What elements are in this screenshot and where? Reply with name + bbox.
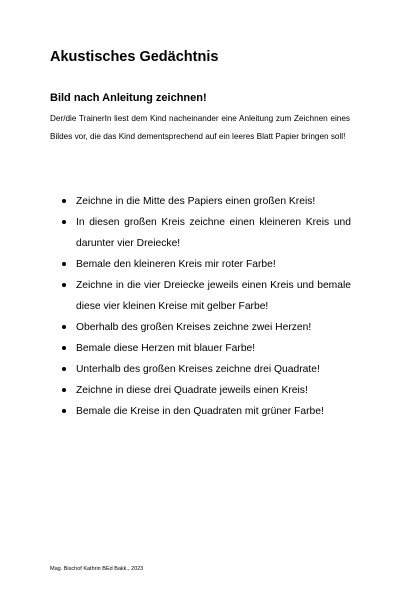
list-item xyxy=(60,212,351,254)
list-item xyxy=(60,275,351,317)
list-item-text: Bemale die Kreise in den Quadraten mit grüner Farbe! xyxy=(76,406,324,417)
list-item xyxy=(60,191,351,212)
bullet-icon xyxy=(62,325,66,329)
section-heading: Bild nach Anleitung zeichnen! xyxy=(50,92,207,104)
list-item xyxy=(60,317,351,338)
list-item-text: Zeichne in die Mitte des Papiers einen großen Kreis! xyxy=(76,196,316,207)
list-item xyxy=(60,338,351,359)
footer-author: Mag. Bischof Kathrin BEd Bakk., 2023 xyxy=(50,566,144,572)
page-title: Akustisches Gedächtnis xyxy=(50,49,219,65)
list-item xyxy=(60,359,351,380)
list-item-text: Bemale diese Herzen mit blauer Farbe! xyxy=(76,343,256,354)
list-item-text: Unterhalb des großen Kreises zeichne drei Quadrate! xyxy=(76,364,320,375)
list-item-text: Zeichne in diese drei Quadrate jeweils einen Kreis! xyxy=(76,385,308,396)
bullet-icon xyxy=(62,262,66,266)
instruction-list xyxy=(60,191,351,422)
bullet-icon xyxy=(62,367,66,371)
list-item xyxy=(60,401,351,422)
bullet-icon xyxy=(62,220,66,224)
intro-paragraph: Der/die TrainerIn liest dem Kind nacheinander eine Anleitung zum Zeichnen eines Bildes vor, die das Kind dementsprechend auf ein leeres Blatt Papier bringen soll! xyxy=(50,114,350,141)
list-item xyxy=(60,380,351,401)
bullet-icon xyxy=(62,283,66,287)
list-item-text: In diesen großen Kreis zeichne einen kleineren Kreis und darunter vier Dreiecke! xyxy=(76,217,351,249)
list-item-text: Zeichne in die vier Dreiecke jeweils einen Kreis und bemale diese vier kleinen Kreise mit gelber Farbe! xyxy=(76,280,351,312)
list-item xyxy=(60,254,351,275)
bullet-icon xyxy=(62,199,66,203)
list-item-text: Oberhalb des großen Kreises zeichne zwei Herzen! xyxy=(76,322,312,333)
list-item-text: Bemale den kleineren Kreis mir roter Farbe! xyxy=(76,259,276,270)
bullet-icon xyxy=(62,346,66,350)
bullet-icon xyxy=(62,409,66,413)
bullet-icon xyxy=(62,388,66,392)
